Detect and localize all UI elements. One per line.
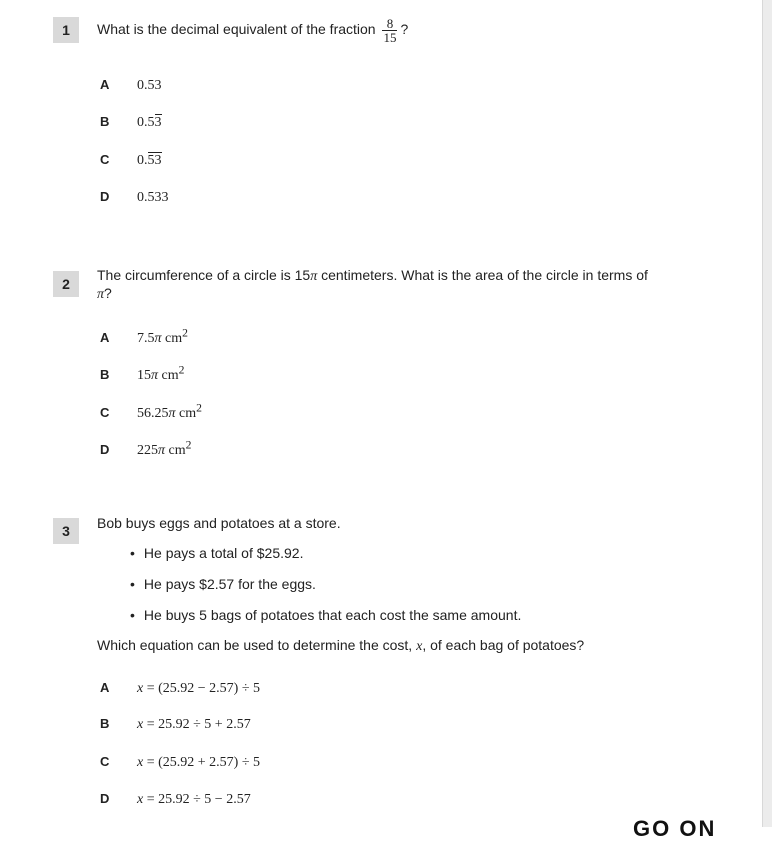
coefficient: 7.5 [137,330,155,346]
question-stem [97,17,657,44]
option-a[interactable] [100,679,260,697]
pi-symbol: π [168,405,176,421]
variable: x [416,639,423,654]
unit: cm [165,442,186,458]
coefficient: 225 [137,442,158,458]
option-c[interactable] [100,151,162,169]
option-b[interactable] [100,715,251,733]
page-edge [762,0,772,827]
option-text: = (25.92 − 2.57) ÷ 5 [143,681,261,696]
bullet-item: • He buys 5 bags of potatoes that each cost the same amount. [130,607,521,638]
option-letter: A [100,329,110,345]
option-letter: B [100,716,110,731]
option-letter: D [100,441,110,457]
unit: cm [161,330,183,346]
prompt-text: Which equation can be used to determine the cost, [97,637,417,653]
option-letter: B [100,114,110,129]
option-d[interactable] [100,438,191,459]
unit: cm [175,405,197,421]
option-letter: C [100,152,110,167]
option-text: 0.533 [137,190,169,205]
variable: x [137,792,144,807]
question-number: 2 [53,271,79,297]
option-letter: A [100,77,110,92]
question-stem: Bob buys eggs and potatoes at a store. [97,515,341,531]
prompt-text: , of each bag of potatoes? [422,637,585,653]
variable: x [137,681,144,696]
pi-symbol: π [310,269,318,284]
option-letter: C [100,754,110,769]
option-text: 0.5 [137,115,155,130]
repeating-digits: 3 [154,115,162,130]
option-a[interactable] [100,326,188,347]
option-c[interactable] [100,401,202,422]
pi-symbol: π [158,442,166,458]
option-text: = 25.92 ÷ 5 + 2.57 [143,717,251,732]
fraction [382,17,397,44]
unit: cm [158,367,179,383]
option-d[interactable] [100,790,251,808]
stem-end: ? [104,285,112,301]
pi-symbol: π [97,287,105,302]
exponent: 2 [182,326,188,339]
variable: x [137,755,144,770]
option-b[interactable] [100,113,162,131]
option-text: = (25.92 + 2.57) ÷ 5 [143,755,261,770]
option-letter: D [100,189,110,204]
question-stem [97,267,657,303]
bullet-list [130,545,521,638]
pi-symbol: π [151,367,159,383]
numerator: 8 [386,16,394,31]
option-letter: D [100,791,110,806]
option-text: 0. [137,153,148,168]
question-prompt [97,637,657,655]
option-c[interactable] [100,753,260,771]
option-a[interactable] [100,76,162,94]
bullet-item: • He pays a total of $25.92. [130,545,521,576]
coefficient: 15 [137,367,151,383]
stem-text: What is the decimal equivalent of the fraction [97,21,376,38]
question-number: 1 [53,17,79,43]
bullet-item: • He pays $2.57 for the eggs. [130,576,521,607]
option-b[interactable] [100,363,184,384]
go-on-label: GO ON [633,816,717,841]
stem-end: ? [400,21,409,38]
pi-symbol: π [154,330,162,346]
stem-text: The circumference of a circle is 15 [97,267,311,283]
denominator: 15 [383,30,397,45]
option-d[interactable] [100,188,169,206]
option-text: 0.53 [137,78,162,93]
question-number: 3 [53,518,79,544]
exponent: 2 [185,438,192,451]
exponent: 2 [178,363,185,376]
option-letter: A [100,680,110,695]
variable: x [137,717,144,732]
option-letter: B [100,366,110,382]
exponent: 2 [196,401,202,414]
option-letter: C [100,404,110,420]
coefficient: 56.25 [137,405,169,421]
option-text: = 25.92 ÷ 5 − 2.57 [143,792,251,807]
repeating-digits: 53 [147,153,162,168]
stem-text: centimeters. What is the area of the circle in terms of [317,267,648,283]
